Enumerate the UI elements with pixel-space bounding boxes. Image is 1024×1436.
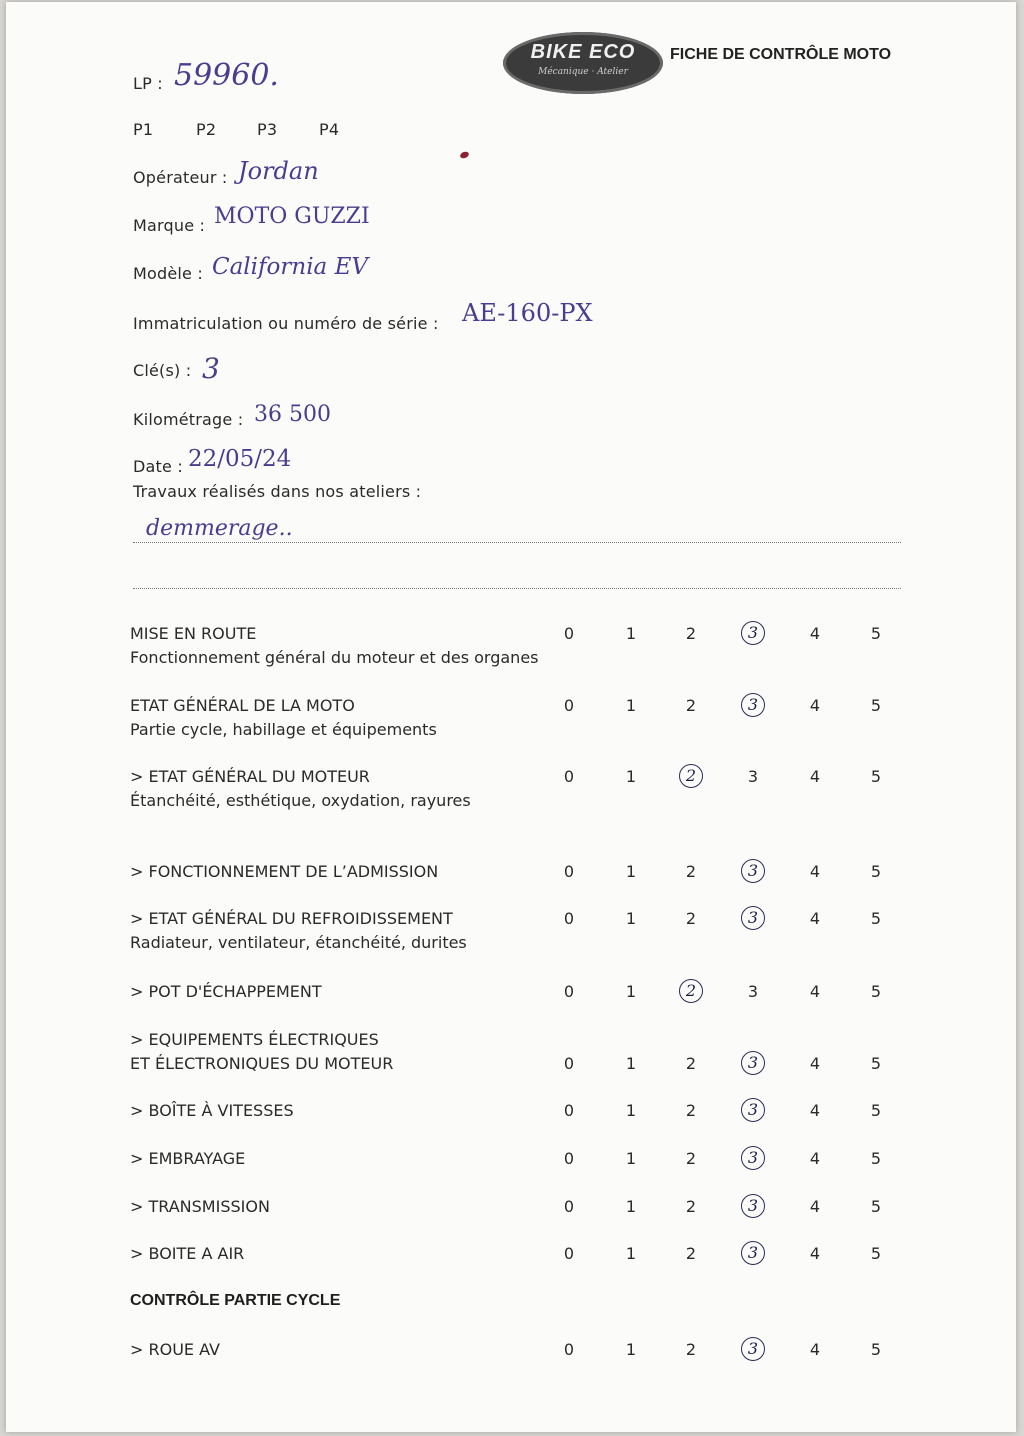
score-2[interactable]: 2: [685, 1054, 697, 1073]
score-3-selected[interactable]: 3: [741, 693, 765, 717]
score-2[interactable]: 2: [685, 909, 697, 928]
date-label: Date :: [133, 457, 183, 476]
score-0[interactable]: 0: [563, 1149, 575, 1168]
score-1[interactable]: 1: [625, 696, 637, 715]
lp-label: LP :: [133, 74, 163, 93]
score-5[interactable]: 5: [870, 624, 882, 643]
check-title: ETAT GÉNÉRAL DE LA MOTO: [130, 696, 355, 715]
priority-p2[interactable]: P2: [196, 120, 217, 139]
score-0[interactable]: 0: [563, 1244, 575, 1263]
brand-label: Marque :: [133, 216, 206, 235]
score-4[interactable]: 4: [809, 1149, 821, 1168]
mileage-value[interactable]: 36 500: [254, 402, 331, 427]
control-sheet: [6, 2, 1016, 1432]
score-4[interactable]: 4: [809, 1197, 821, 1216]
brand-value[interactable]: MOTO GUZZI: [214, 204, 370, 229]
score-0[interactable]: 0: [563, 696, 575, 715]
score-4[interactable]: 4: [809, 982, 821, 1001]
date-value[interactable]: 22/05/24: [188, 446, 292, 472]
model-label: Modèle :: [133, 264, 203, 283]
works-label: Travaux réalisés dans nos ateliers :: [133, 482, 422, 501]
score-5[interactable]: 5: [870, 1149, 882, 1168]
score-1[interactable]: 1: [625, 767, 637, 786]
check-title: > ETAT GÉNÉRAL DU REFROIDISSEMENT: [130, 909, 453, 928]
score-4[interactable]: 4: [809, 624, 821, 643]
score-3-selected[interactable]: 3: [741, 1098, 765, 1122]
score-3-selected[interactable]: 3: [741, 1241, 765, 1265]
score-5[interactable]: 5: [870, 696, 882, 715]
section-cycle-title: CONTRÔLE PARTIE CYCLE: [130, 1292, 341, 1309]
model-value[interactable]: California EV: [212, 254, 368, 280]
score-5[interactable]: 5: [870, 1101, 882, 1120]
score-3-selected[interactable]: 3: [741, 1146, 765, 1170]
check-subtitle: ET ÉLECTRONIQUES DU MOTEUR: [130, 1054, 394, 1073]
score-4[interactable]: 4: [809, 1054, 821, 1073]
score-0[interactable]: 0: [563, 767, 575, 786]
check-title: > ROUE AV: [130, 1340, 220, 1359]
score-2[interactable]: 2: [685, 1340, 697, 1359]
score-0[interactable]: 0: [563, 909, 575, 928]
works-line-1: [133, 542, 901, 543]
score-1[interactable]: 1: [625, 909, 637, 928]
score-5[interactable]: 5: [870, 862, 882, 881]
score-3-selected[interactable]: 3: [741, 621, 765, 645]
score-1[interactable]: 1: [625, 1149, 637, 1168]
works-value[interactable]: demmerage..: [146, 516, 293, 541]
score-2[interactable]: 2: [685, 1101, 697, 1120]
score-4[interactable]: 4: [809, 909, 821, 928]
logo-subtitle: Mécanique · Atelier: [538, 67, 628, 77]
score-4[interactable]: 4: [809, 1244, 821, 1263]
check-title: > FONCTIONNEMENT DE L’ADMISSION: [130, 862, 439, 881]
score-0[interactable]: 0: [563, 1054, 575, 1073]
lp-value[interactable]: 59960.: [174, 58, 279, 93]
ink-mark: [459, 151, 470, 160]
score-5[interactable]: 5: [870, 1340, 882, 1359]
score-0[interactable]: 0: [563, 862, 575, 881]
check-title: > BOÎTE À VITESSES: [130, 1101, 294, 1120]
score-2[interactable]: 2: [685, 696, 697, 715]
score-3-selected[interactable]: 3: [741, 1337, 765, 1361]
mileage-label: Kilométrage :: [133, 410, 244, 429]
check-title: > EMBRAYAGE: [130, 1149, 246, 1168]
registration-value[interactable]: AE-160-PX: [462, 299, 593, 327]
score-1[interactable]: 1: [625, 862, 637, 881]
score-5[interactable]: 5: [870, 767, 882, 786]
check-subtitle: Radiateur, ventilateur, étanchéité, durites: [130, 933, 467, 952]
score-2[interactable]: 2: [685, 1244, 697, 1263]
score-5[interactable]: 5: [870, 909, 882, 928]
company-logo: [503, 32, 663, 94]
score-2[interactable]: 2: [685, 1149, 697, 1168]
operator-label: Opérateur :: [133, 168, 228, 187]
check-title: > EQUIPEMENTS ÉLECTRIQUES: [130, 1030, 379, 1049]
score-2[interactable]: 2: [685, 862, 697, 881]
registration-label: Immatriculation ou numéro de série :: [133, 314, 439, 333]
score-2-selected[interactable]: 2: [679, 979, 703, 1003]
score-5[interactable]: 5: [870, 1197, 882, 1216]
operator-value[interactable]: Jordan: [238, 157, 319, 185]
score-0[interactable]: 0: [563, 982, 575, 1001]
score-3-selected[interactable]: 3: [741, 1194, 765, 1218]
score-3[interactable]: 3: [747, 982, 759, 1001]
score-2[interactable]: 2: [685, 624, 697, 643]
score-5[interactable]: 5: [870, 982, 882, 1001]
score-1[interactable]: 1: [625, 1340, 637, 1359]
logo-name: BIKE ECO: [530, 41, 636, 63]
keys-label: Clé(s) :: [133, 361, 192, 380]
score-0[interactable]: 0: [563, 1340, 575, 1359]
works-line-2: [133, 588, 901, 589]
sheet-title: FICHE DE CONTRÔLE MOTO: [670, 46, 892, 63]
score-4[interactable]: 4: [809, 862, 821, 881]
check-title: > TRANSMISSION: [130, 1197, 270, 1216]
score-3[interactable]: 3: [747, 767, 759, 786]
score-2-selected[interactable]: 2: [679, 764, 703, 788]
score-1[interactable]: 1: [625, 624, 637, 643]
score-2[interactable]: 2: [685, 1197, 697, 1216]
check-subtitle: Étanchéité, esthétique, oxydation, rayures: [130, 791, 471, 810]
check-title: > ETAT GÉNÉRAL DU MOTEUR: [130, 767, 370, 786]
priority-p4[interactable]: P4: [319, 120, 340, 139]
score-3-selected[interactable]: 3: [741, 859, 765, 883]
score-1[interactable]: 1: [625, 1197, 637, 1216]
score-0[interactable]: 0: [563, 1101, 575, 1120]
score-1[interactable]: 1: [625, 1054, 637, 1073]
priority-p3[interactable]: P3: [257, 120, 278, 139]
score-3-selected[interactable]: 3: [741, 906, 765, 930]
check-subtitle: Fonctionnement général du moteur et des organes: [130, 648, 539, 667]
check-title: > POT D'ÉCHAPPEMENT: [130, 982, 322, 1001]
priority-p1[interactable]: P1: [133, 120, 154, 139]
check-subtitle: Partie cycle, habillage et équipements: [130, 720, 437, 739]
check-title: > BOITE A AIR: [130, 1244, 245, 1263]
score-1[interactable]: 1: [625, 1101, 637, 1120]
score-5[interactable]: 5: [870, 1244, 882, 1263]
keys-value[interactable]: 3: [202, 352, 220, 385]
score-4[interactable]: 4: [809, 1340, 821, 1359]
score-4[interactable]: 4: [809, 767, 821, 786]
score-4[interactable]: 4: [809, 1101, 821, 1120]
score-3-selected[interactable]: 3: [741, 1051, 765, 1075]
score-0[interactable]: 0: [563, 1197, 575, 1216]
check-title: MISE EN ROUTE: [130, 624, 257, 643]
score-1[interactable]: 1: [625, 1244, 637, 1263]
score-1[interactable]: 1: [625, 982, 637, 1001]
score-4[interactable]: 4: [809, 696, 821, 715]
score-5[interactable]: 5: [870, 1054, 882, 1073]
score-0[interactable]: 0: [563, 624, 575, 643]
